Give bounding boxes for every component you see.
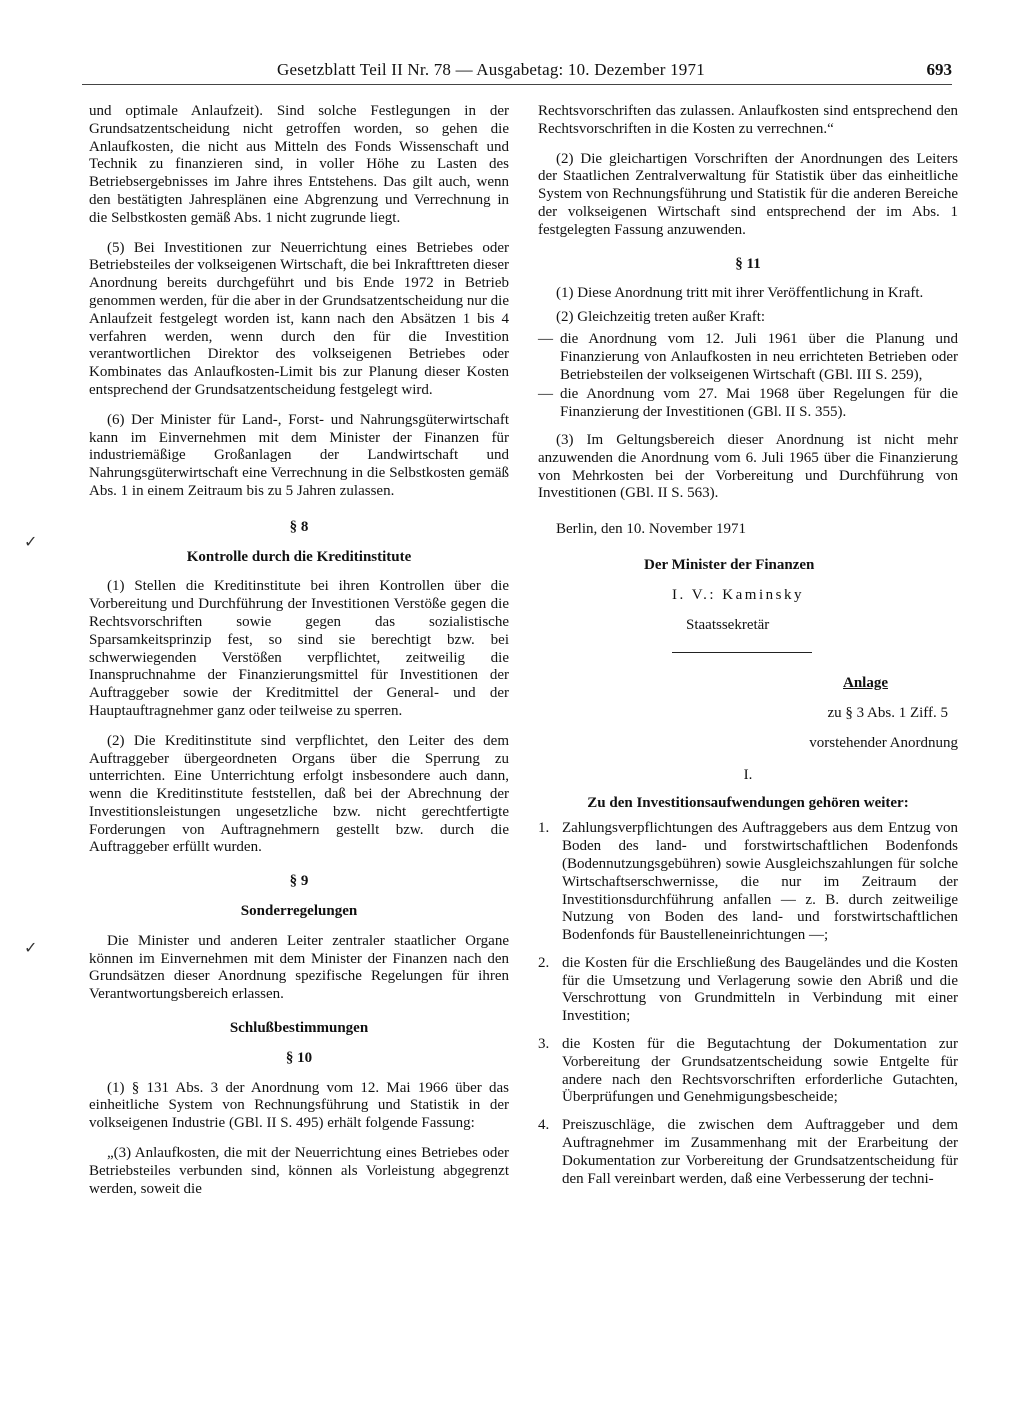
place-date: Berlin, den 10. November 1971	[556, 521, 746, 538]
list-item-text: die Kosten für die Erschließung des Baugeländes und die Kosten für die Umsetzung und Verlagerung sowie den Abriß und die Verschrottung von Grundmitteln in Verbindung mit einer Investition;	[562, 954, 958, 1025]
section-9-number: § 9	[289, 873, 309, 890]
section-11-paragraph-3: (3) Im Geltungsbereich dieser Anordnung ist nicht mehr anzuwenden die Anordnung vom 6. Juli 1965 über die Finanzierung von Mehrkosten bei der Vorbereitung und Durchführung von Investitionen (GBl. II S. 563).	[538, 431, 958, 502]
annex-reference-2: vorstehender Anordnung	[809, 734, 958, 751]
section-8-paragraph-1: (1) Stellen die Kreditinstitute bei ihren Kontrollen über die Vorbereitung und Durchführung der Investitionen Verstöße gegen die Rechtsvorschriften sowie gegen das sozialistische Sparsamkeitsprinzip fest, so sind sie berechtigt bzw. bei schwerwiegenden Verstößen verpflichtet, zeitweilig die Inanspruchnahme der Finanzierungsmittel für Investitionen der Auftraggeber sowie der Kreditmittel der General- und der Hauptauftragnehmer ganz oder teilweise zu sperren.	[89, 578, 509, 719]
signatory-office: Der Minister der Finanzen	[644, 556, 815, 573]
annex-title: Anlage	[843, 675, 888, 692]
repealed-item	[538, 386, 958, 422]
section-10-paragraph-1: (1) § 131 Abs. 3 der Anordnung vom 12. Mai 1966 über das einheitliche System von Rechnungsführung und Statistik in der volkseigenen Industrie (GBl. II S. 495) erhält folgende Fassung:	[89, 1079, 509, 1132]
paragraph-intro: und optimale Anlaufzeit). Sind solche Festlegungen in der Grundsatzentscheidung nicht getroffen worden, so gehen die Anlaufkosten, die nicht aus Mitteln des Fonds Wissenschaft und Technik zu finanzieren sind, in voller Höhe zu Lasten des Betriebsergebnisses im Jahre ihres Entstehens. Das gilt auch, wenn den bestätigten Jahresplänen eine Abgrenzung und Verrechnung in die Selbstkosten gemäß Abs. 1 nicht zugrunde liegt.	[89, 103, 509, 226]
list-title: Zu den Investitionsaufwendungen gehören weiter:	[587, 794, 909, 811]
repealed-item-text: die Anordnung vom 27. Mai 1968 über Regelungen für die Finanzierung der Investitionen (GBl. II S. 355).	[560, 386, 958, 421]
dash-marker: —	[538, 330, 553, 347]
list-item-number: 1.	[538, 820, 550, 837]
list-item	[538, 1036, 958, 1107]
right-column	[538, 103, 958, 1198]
list-item-number: 2.	[538, 954, 550, 971]
list-item-text: die Kosten für die Begutachtung der Dokumentation zur Vorbereitung der Grundsatzentscheidung sowie Entgelte für andere nach den Rechtsvorschriften erforderliche Gutachten, Überprüfungen und Genehmigungsbescheide;	[562, 1036, 958, 1106]
section-9-title: Sonderregelungen	[240, 903, 358, 920]
section-11-number: § 11	[735, 255, 761, 272]
dash-marker: —	[538, 386, 553, 403]
margin-check-mark: ✓	[24, 940, 38, 957]
annex-reference-1: zu § 3 Abs. 1 Ziff. 5	[827, 705, 948, 722]
left-column	[89, 103, 509, 1210]
quote-continuation: Rechtsvorschriften das zulassen. Anlaufkosten sind entsprechend den Rechtsvorschriften in die Kosten zu verrechnen.“	[538, 103, 958, 137]
section-9-paragraph: Die Minister und anderen Leiter zentraler staatlicher Organe können im Einvernehmen mit dem Minister der Finanzen nach den Grundsätzen dieser Anordnung spezifische Regelungen für ihren Verantwortungsbereich erlassen.	[89, 932, 509, 1003]
final-provisions-title: Schlußbestimmungen	[229, 1020, 369, 1037]
page-number: 693	[926, 60, 952, 79]
margin-check-mark: ✓	[24, 534, 38, 551]
header-title: Gesetzblatt Teil II Nr. 78 — Ausgabetag: 10. Dezember 1971	[277, 60, 705, 79]
list-item-text: Preiszuschläge, die zwischen dem Auftraggeber und dem Auftragnehmer im Zusammenhang mit der Erarbeitung der Dokumentation zur Vorbereitung der Grundsatzentscheidung für den Fall vereinbart werden, daß eine Verbesserung der techni-	[562, 1117, 958, 1187]
signatory-name: I. V.: Kaminsky	[672, 586, 804, 603]
section-10-paragraph-2: (2) Die gleichartigen Vorschriften der Anordnungen des Leiters der Staatlichen Zentralverwaltung für Statistik über das einheitliche System von Rechnungsführung und Statistik für die anderen Bereiche der volkseigenen Wirtschaft sind entsprechend der im Abs. 1 festgelegten Fassung anzuwenden.	[538, 150, 958, 238]
roman-numeral: I.	[743, 766, 753, 783]
list-item	[538, 1117, 958, 1188]
repealed-item-text: die Anordnung vom 12. Juli 1961 über die Planung und Finanzierung von Anlaufkosten in neu errichteten Betrieben oder Betriebsteilen der volkseigenen Wirtschaft (GBl. III S. 259),	[560, 330, 958, 383]
section-11-paragraph-2: (2) Gleichzeitig treten außer Kraft:	[556, 309, 766, 326]
list-item	[538, 820, 958, 945]
section-8-title: Kontrolle durch die Kreditinstitute	[186, 548, 412, 565]
list-item-text: Zahlungsverpflichtungen des Auftraggebers aus dem Entzug von Boden des land- und forstwirtschaftlichen Bodenfonds (Bodennutzungsgebühren) sowie Ausgleichszahlungen für solche Wirtschaftserschwernisse, die nur im Zeitraum der Investitionsdurchführung anfallen — z. B. durch zeitweilige Nutzung von Boden des land- und forstwirtschaftlichen Bodenfonds für Baustelleneinrichtungen —;	[562, 820, 958, 944]
paragraph-6: (6) Der Minister für Land-, Forst- und Nahrungsgüterwirtschaft kann im Einvernehmen mit dem Minister der Finanzen für industriemäßige Großanlagen der Landwirtschaft und Nahrungsgüterwirtschaft eine Verrechnung in die Selbstkosten gemäß Abs. 1 in einem Zeitraum bis zu 5 Jahren zulassen.	[89, 411, 509, 499]
list-item-number: 4.	[538, 1117, 550, 1134]
paragraph-5: (5) Bei Investitionen zur Neuerrichtung eines Betriebes oder Betriebsteiles der volkseigenen Wirtschaft, die bei Inkrafttreten dieser Anordnung bereits durchgeführt und bis Ende 1972 in Betrieb genommen werden, für die aber in der Grundsatzentscheidung nur die Anlaufzeit festgelegt worden ist, kann nach den Absätzen 1 bis 4 verfahren werden, wenn durch den für die Investition verantwortlichen Direktor des volkseigenen Betriebes oder Kombinates das Anlaufkosten-Limit bis zur Planung dieser Kosten entsprechend der Grundsatzentscheidung festgelegt wird.	[89, 239, 509, 398]
section-11-paragraph-1: (1) Diese Anordnung tritt mit ihrer Veröffentlichung in Kraft.	[556, 285, 924, 302]
section-8-paragraph-2: (2) Die Kreditinstitute sind verpflichtet, den Leiter des dem Auftraggeber übergeordneten Organs über die Sperrung zu unterrichten. Eine Unterrichtung erfolgt insbesondere auch dann, wenn die Kreditinstitute feststellen, daß bei der Abrechnung der Investitionsleistungen ungesetzliche bzw. nicht gerechtfertigte Forderungen von Auftragnehmern gestellt bzw. durch die Auftraggeber erfüllt wurden.	[89, 732, 509, 856]
divider-rule	[672, 652, 812, 653]
list-item-number: 3.	[538, 1036, 550, 1053]
list-item	[538, 955, 958, 1026]
section-10-number: § 10	[285, 1049, 313, 1066]
page-header	[82, 58, 952, 85]
section-10-quote: „(3) Anlaufkosten, die mit der Neuerrichtung eines Betriebes oder Betriebsteiles verbunden sind, können als Vorleistung abgegrenzt werden, soweit die	[89, 1145, 509, 1197]
section-8-number: § 8	[289, 518, 309, 535]
signatory-rank: Staatssekretär	[686, 616, 770, 633]
repealed-item	[538, 331, 958, 384]
